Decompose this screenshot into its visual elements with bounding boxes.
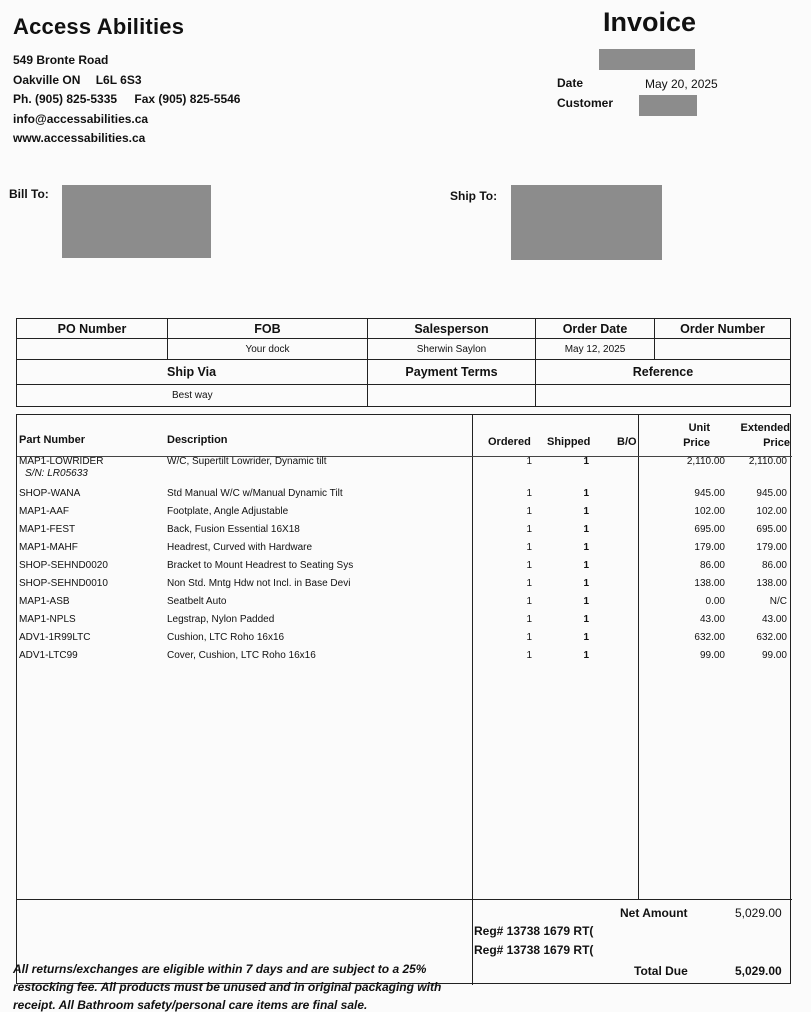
shipped-cell: 1 [583, 506, 589, 517]
bill-to-label: Bill To: [9, 187, 49, 201]
fob-label: FOB [168, 319, 368, 338]
col-unit-price-line2: Price [683, 437, 710, 449]
shipped-cell: 1 [583, 578, 589, 589]
part-number-cell: ADV1-1R99LTC [19, 632, 91, 643]
bill-to-redaction [62, 185, 211, 258]
fob-value: Your dock [168, 339, 368, 359]
description-cell: Non Std. Mntg Hdw not Incl. in Base Devi [167, 578, 351, 589]
order-number-value [655, 339, 790, 359]
shipped-cell: 1 [583, 632, 589, 643]
col-extended-price-line2: Price [763, 437, 790, 449]
unit-price-cell: 0.00 [705, 596, 725, 607]
net-amount-value: 5,029.00 [735, 906, 782, 920]
description-cell: Footplate, Angle Adjustable [167, 506, 289, 517]
date-label: Date [557, 76, 584, 90]
ship-via-value: Best way [17, 385, 368, 406]
extended-price-cell: 86.00 [761, 560, 787, 571]
reference-label: Reference [632, 365, 694, 379]
part-number-cell: SHOP-SEHND0020 [19, 560, 108, 571]
part-number-cell: MAP1-MAHF [19, 542, 78, 553]
unit-price-cell: 102.00 [694, 506, 725, 517]
unit-price-cell: 945.00 [694, 488, 725, 499]
description-cell: Cover, Cushion, LTC Roho 16x16 [167, 650, 316, 661]
invoice-title: Invoice [603, 7, 697, 37]
col-unit-price-line1: Unit [688, 422, 710, 434]
col-shipped: Shipped [547, 436, 591, 448]
company-city-line [13, 71, 240, 91]
customer-label: Customer [557, 96, 614, 110]
ordered-cell: 1 [526, 542, 532, 553]
ship-via-label: Ship Via [17, 360, 368, 384]
company-city: Oakville [13, 72, 60, 87]
description-cell: Cushion, LTC Roho 16x16 [167, 632, 285, 643]
part-number-cell: MAP1-AAF [19, 506, 70, 517]
registration-number-1: Reg# 13738 1679 RT( [474, 924, 594, 938]
part-number-cell: SHOP-SEHND0010 [19, 578, 108, 589]
extended-price-cell: 179.00 [756, 542, 787, 553]
company-website: www.accessabilities.ca [13, 131, 146, 145]
shipping-header-labels [17, 360, 790, 385]
description-cell: Std Manual W/C w/Manual Dynamic Tilt [167, 488, 343, 499]
col-extended-price [732, 421, 790, 451]
ordered-cell: 1 [526, 650, 532, 661]
shipped-cell: 1 [583, 456, 589, 467]
serial-number: S/N: LR05633 [25, 468, 88, 479]
company-province: ON [62, 72, 81, 87]
table-row [17, 456, 792, 479]
table-row [17, 596, 792, 614]
table-row [17, 632, 792, 650]
part-number-cell: MAP1-FEST [19, 524, 76, 535]
date-value: May 20, 2025 [645, 77, 718, 91]
description-cell: Bracket to Mount Headrest to Seating Sys [167, 560, 354, 571]
part-number-cell: MAP1-LOWRIDER [19, 456, 104, 467]
payment-terms-value [368, 385, 536, 406]
col-part-number: Part Number [19, 434, 86, 446]
extended-price-cell: 99.00 [761, 650, 787, 661]
po-number-value [17, 339, 168, 359]
extended-price-cell: 695.00 [756, 524, 787, 535]
ship-to-label: Ship To: [450, 189, 498, 203]
col-extended-price-line1: Extended [740, 422, 790, 434]
shipped-cell: 1 [583, 524, 589, 535]
ordered-cell: 1 [526, 578, 532, 589]
ordered-cell: 1 [526, 506, 532, 517]
company-postal: L6L 6S3 [95, 72, 142, 87]
order-header-values [17, 339, 790, 360]
ordered-cell: 1 [526, 524, 532, 535]
line-items-table [16, 414, 791, 984]
salesperson-label: Salesperson [368, 319, 536, 338]
salesperson-value: Sherwin Saylon [368, 339, 536, 359]
extended-price-cell: 632.00 [756, 632, 787, 643]
col-unit-price [677, 421, 710, 451]
shipped-cell: 1 [583, 560, 589, 571]
returns-policy-note: All returns/exchanges are eligible within 7 days and are subject to a 25% restocking fee. All products must be unused and in original packaging with receipt. All Bathroom safety/personal care items are final sale. [13, 962, 442, 1012]
total-due-label: Total Due [634, 964, 688, 978]
po-number-label: PO Number [17, 319, 168, 338]
unit-price-cell: 99.00 [699, 650, 725, 661]
shipping-header-values [17, 385, 790, 406]
table-row [17, 506, 792, 524]
payment-terms-label: Payment Terms [368, 360, 536, 384]
unit-price-cell: 179.00 [694, 542, 725, 553]
col-bo: B/O [617, 436, 637, 448]
unit-price-cell: 695.00 [694, 524, 725, 535]
extended-price-cell: 2,110.00 [748, 456, 787, 467]
table-row [17, 578, 792, 596]
order-date-label: Order Date [536, 319, 655, 338]
total-due-value: 5,029.00 [735, 964, 782, 978]
shipped-cell: 1 [583, 488, 589, 499]
description-cell: Legstrap, Nylon Padded [167, 614, 275, 625]
customer-redaction [639, 95, 697, 116]
company-phone: Ph. (905) 825-5335 [13, 92, 118, 106]
shipped-cell: 1 [583, 614, 589, 625]
order-date-value: May 12, 2025 [536, 339, 655, 359]
order-header-labels [17, 319, 790, 339]
company-phone-line [13, 90, 240, 110]
ordered-cell: 1 [526, 632, 532, 643]
description-cell: Seatbelt Auto [167, 596, 227, 607]
items-bottom-rule [17, 899, 792, 900]
extended-price-cell: 945.00 [756, 488, 787, 499]
part-number-cell: SHOP-WANA [19, 488, 81, 499]
part-number-cell: ADV1-LTC99 [19, 650, 78, 661]
table-row [17, 542, 792, 560]
order-number-label: Order Number [680, 321, 765, 336]
extended-price-cell: N/C [769, 596, 787, 607]
company-fax: Fax (905) 825-5546 [134, 92, 241, 106]
shipped-cell: 1 [583, 596, 589, 607]
table-row [17, 488, 792, 506]
table-row [17, 560, 792, 578]
shipped-cell: 1 [583, 650, 589, 661]
net-amount-label: Net Amount [620, 906, 688, 920]
ship-to-redaction [511, 185, 662, 260]
company-email: info@accessabilities.ca [13, 111, 149, 126]
table-row [17, 650, 792, 668]
part-number-cell: MAP1-NPLS [19, 614, 76, 625]
part-number-cell: MAP1-ASB [19, 596, 70, 607]
ordered-cell: 1 [526, 456, 532, 467]
registration-number-2: Reg# 13738 1679 RT( [474, 943, 594, 957]
extended-price-cell: 138.00 [756, 578, 787, 589]
ordered-cell: 1 [526, 560, 532, 571]
description-cell: Headrest, Curved with Hardware [167, 542, 313, 553]
invoice-number-redaction [599, 49, 695, 70]
order-header-table [16, 318, 791, 407]
description-cell: Back, Fusion Essential 16X18 [167, 524, 300, 535]
table-row [17, 614, 792, 632]
unit-price-cell: 86.00 [699, 560, 725, 571]
extended-price-cell: 102.00 [756, 506, 787, 517]
reference-value [536, 385, 790, 406]
unit-price-cell: 2,110.00 [686, 456, 725, 467]
description-cell: W/C, Supertilt Lowrider, Dynamic tilt [167, 456, 327, 467]
ordered-cell: 1 [526, 614, 532, 625]
ordered-cell: 1 [526, 596, 532, 607]
company-name: Access Abilities [13, 14, 185, 39]
unit-price-cell: 43.00 [699, 614, 725, 625]
ordered-cell: 1 [526, 488, 532, 499]
company-info [13, 51, 240, 149]
col-description: Description [167, 434, 228, 446]
table-row [17, 524, 792, 542]
col-ordered: Ordered [488, 436, 531, 448]
unit-price-cell: 138.00 [694, 578, 725, 589]
shipped-cell: 1 [583, 542, 589, 553]
unit-price-cell: 632.00 [694, 632, 725, 643]
company-street: 549 Bronte Road [13, 53, 109, 67]
extended-price-cell: 43.00 [761, 614, 787, 625]
